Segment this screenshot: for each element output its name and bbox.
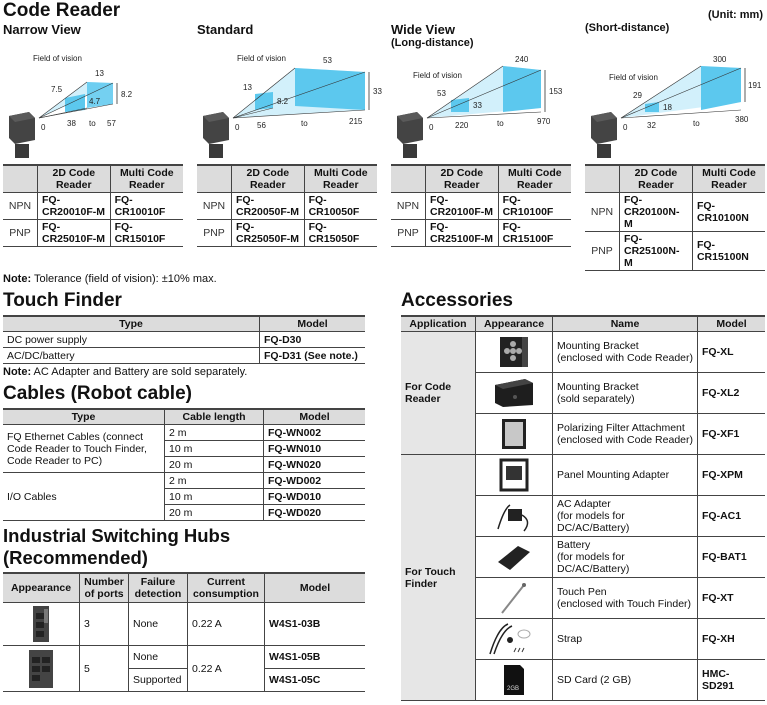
view-narrow	[3, 22, 194, 271]
model-2d: FQ-CR20050F-M	[232, 193, 305, 220]
item-name: AC Adapter	[557, 498, 611, 510]
code-reader-header	[0, 0, 767, 22]
fov-label: Field of vision	[413, 71, 462, 80]
name-cell	[553, 660, 698, 701]
appearance-cell	[476, 373, 553, 414]
item-sub: (enclosed with Touch Finder)	[557, 598, 692, 610]
table-row	[391, 193, 571, 220]
model-2d: FQ-CR25010F-M	[38, 220, 111, 247]
hub-failure: None	[129, 646, 188, 669]
header-2d: 2D Code Reader	[38, 165, 111, 193]
item-name: SD Card (2 GB)	[557, 674, 632, 686]
cable-length: 2 m	[165, 425, 264, 441]
model-cell: HMC-SD291	[698, 660, 766, 701]
item-name: Mounting Bracket	[557, 381, 639, 393]
code-reader-views	[0, 22, 767, 271]
hub-current: 0.22 A	[188, 646, 265, 692]
model-2d: FQ-CR20100F-M	[426, 193, 499, 220]
item-name: Strap	[557, 633, 583, 645]
note-label: Note:	[3, 273, 32, 285]
fov-diagram-svg	[3, 52, 193, 164]
header-model: Model	[698, 316, 766, 332]
header-2d: 2D Code Reader	[232, 165, 305, 193]
cable-model: FQ-WD010	[264, 489, 366, 505]
note-text: AC Adapter and Battery are sold separately.	[31, 366, 248, 378]
near-distance: 220	[455, 121, 469, 130]
hub-image-cell	[3, 646, 80, 692]
left-column	[3, 290, 368, 705]
model-multi: FQ-CR15100N	[692, 232, 765, 271]
header-model: Model	[264, 409, 366, 425]
model-multi: FQ-CR15100F	[498, 220, 571, 247]
model-2d: FQ-CR20100N-M	[620, 193, 693, 232]
header-blank	[3, 165, 38, 193]
model-2d: FQ-CR25050F-M	[232, 220, 305, 247]
header-current: Current consumption	[188, 573, 265, 603]
appearance-cell	[476, 414, 553, 455]
view-wide-long	[391, 22, 582, 271]
name-cell	[553, 619, 698, 660]
cable-model: FQ-WN020	[264, 457, 366, 473]
appearance-cell	[476, 660, 553, 701]
item-sub: (enclosed with Code Reader)	[557, 352, 693, 364]
appearance-cell	[476, 332, 553, 373]
cable-model: FQ-WN010	[264, 441, 366, 457]
origin-label: 0	[235, 123, 240, 132]
cable-length: 10 m	[165, 441, 264, 457]
ac-adapter-icon	[494, 499, 534, 533]
table-header-row	[3, 573, 365, 603]
header-2d: 2D Code Reader	[620, 165, 693, 193]
model-cell: FQ-XH	[698, 619, 766, 660]
output-type: PNP	[3, 220, 38, 247]
appearance-cell	[476, 496, 553, 537]
strap-icon	[484, 622, 544, 656]
view-title-wide: Wide View	[391, 22, 455, 37]
accessories-title: Accessories	[401, 290, 513, 311]
header-type: Type	[3, 316, 260, 332]
table-header-row	[391, 165, 571, 193]
header-length: Cable length	[165, 409, 264, 425]
model-cell: FQ-XL	[698, 332, 766, 373]
output-type: NPN	[391, 193, 426, 220]
to-label: to	[693, 119, 700, 128]
table-row	[197, 193, 377, 220]
header-model: Model	[265, 573, 366, 603]
hub-ports: 5	[80, 646, 129, 692]
cable-length: 20 m	[165, 505, 264, 521]
origin-label: 0	[623, 123, 628, 132]
fov-label: Field of vision	[609, 73, 658, 82]
model-cell: FQ-XF1	[698, 414, 766, 455]
table-row	[3, 603, 365, 646]
sd-card-label: 2GB	[507, 686, 520, 692]
output-type: NPN	[197, 193, 232, 220]
fov-diagram-standard	[197, 52, 387, 164]
header-ports: Number of ports	[80, 573, 129, 603]
header-name: Name	[553, 316, 698, 332]
mounting-bracket-2-icon	[491, 377, 537, 409]
hub-5port-icon	[27, 649, 55, 689]
header-type: Type	[3, 409, 165, 425]
far-distance: 215	[349, 117, 363, 126]
far-height: 33	[373, 87, 382, 96]
table-header-row	[3, 165, 183, 193]
near-height: 33	[473, 101, 482, 110]
accessories-section	[401, 290, 765, 701]
panel-adapter-icon	[498, 458, 530, 492]
hub-3port-icon	[31, 605, 51, 643]
cable-model: FQ-WN002	[264, 425, 366, 441]
view-title-narrow: Narrow View	[3, 22, 81, 37]
note-text: Tolerance (field of vision): ±10% max.	[31, 273, 217, 285]
type-cell: DC power supply	[3, 332, 260, 348]
origin-label: 0	[429, 123, 434, 132]
cable-length: 20 m	[165, 457, 264, 473]
hub-failure: None	[129, 603, 188, 646]
table-row	[585, 232, 765, 271]
right-column	[401, 290, 765, 705]
far-height: 8.2	[121, 90, 133, 99]
hub-model: W4S1-03B	[265, 603, 366, 646]
fov-diagram-narrow	[3, 52, 193, 164]
model-multi: FQ-CR15050F	[304, 220, 377, 247]
model-multi: FQ-CR10050F	[304, 193, 377, 220]
view-head	[197, 22, 388, 52]
fov-diagram-svg	[197, 52, 387, 164]
fov-diagram-wide-long	[391, 52, 581, 164]
model-multi: FQ-CR10010F	[110, 193, 183, 220]
near-height: 18	[663, 103, 672, 112]
view-head	[3, 22, 194, 52]
to-label: to	[301, 119, 308, 128]
near-width: 53	[437, 89, 446, 98]
near-width: 7.5	[51, 85, 63, 94]
model-cell: FQ-BAT1	[698, 537, 766, 578]
table-header-row	[197, 165, 377, 193]
table-row	[3, 332, 365, 348]
header-blank	[585, 165, 620, 193]
view-subtitle-long: (Long-distance)	[391, 37, 474, 49]
item-sub: (for models for DC/AC/Battery)	[557, 510, 630, 534]
name-cell	[553, 332, 698, 373]
item-sub: (for models for DC/AC/Battery)	[557, 551, 630, 575]
near-width: 13	[243, 83, 252, 92]
view-subtitle-standard	[197, 37, 388, 50]
fov-diagram-svg	[585, 52, 765, 164]
model-cell: FQ-AC1	[698, 496, 766, 537]
output-type: NPN	[585, 193, 620, 232]
item-sub: (sold separately)	[557, 393, 635, 405]
far-width: 13	[95, 69, 104, 78]
far-distance: 970	[537, 117, 551, 126]
cable-length: 10 m	[165, 489, 264, 505]
header-multi: Multi Code Reader	[692, 165, 765, 193]
name-cell	[553, 414, 698, 455]
appearance-cell	[476, 619, 553, 660]
far-distance: 380	[735, 115, 749, 124]
hub-model: W4S1-05C	[265, 669, 366, 692]
near-height: 4.7	[89, 97, 101, 106]
table-row	[391, 220, 571, 247]
view-head	[585, 22, 765, 52]
header-multi: Multi Code Reader	[304, 165, 377, 193]
cables-title: Cables (Robot cable)	[3, 383, 192, 404]
model-cell: FQ-XPM	[698, 455, 766, 496]
name-cell	[553, 496, 698, 537]
unit-label: (Unit: mm)	[708, 9, 763, 21]
header-failure: Failure detection	[129, 573, 188, 603]
touch-finder-note	[3, 366, 368, 379]
cable-type: FQ Ethernet Cables (connect Code Reader to Touch Finder, Code Reader to PC)	[3, 425, 165, 473]
to-label: to	[89, 119, 96, 128]
near-width: 29	[633, 91, 642, 100]
polarizing-filter-icon	[499, 417, 529, 451]
fov-label: Field of vision	[237, 54, 286, 63]
hub-current: 0.22 A	[188, 603, 265, 646]
code-table-standard	[197, 164, 377, 247]
note-label: Note:	[3, 366, 32, 378]
name-cell	[553, 455, 698, 496]
header-appearance: Appearance	[476, 316, 553, 332]
header-application: Application	[401, 316, 476, 332]
touch-finder-section	[3, 290, 368, 379]
model-cell: FQ-XT	[698, 578, 766, 619]
code-reader-device-icon	[203, 112, 229, 158]
hub-image-cell	[3, 603, 80, 646]
code-table-wide-short	[585, 164, 765, 271]
table-row	[3, 425, 365, 441]
application-cell: For Touch Finder	[401, 455, 476, 701]
model-multi: FQ-CR10100N	[692, 193, 765, 232]
view-standard	[197, 22, 388, 271]
table-row	[3, 348, 365, 364]
near-distance: 56	[257, 121, 266, 130]
to-label: to	[497, 119, 504, 128]
table-row	[197, 220, 377, 247]
view-subtitle-short: (Short-distance)	[585, 22, 670, 34]
cable-model: FQ-WD020	[264, 505, 366, 521]
table-row	[401, 455, 765, 496]
item-name: Touch Pen	[557, 586, 607, 598]
model-multi: FQ-CR15010F	[110, 220, 183, 247]
far-width: 240	[515, 55, 529, 64]
cable-model: FQ-WD002	[264, 473, 366, 489]
code-reader-device-icon	[591, 112, 617, 158]
appearance-cell	[476, 537, 553, 578]
touch-finder-title: Touch Finder	[3, 290, 122, 311]
appearance-cell	[476, 578, 553, 619]
model-cell: FQ-XL2	[698, 373, 766, 414]
far-height: 191	[748, 81, 762, 90]
fov-diagram-wide-short	[585, 52, 765, 164]
far-width: 300	[713, 55, 727, 64]
far-distance: 57	[107, 119, 116, 128]
table-row	[3, 193, 183, 220]
header-model: Model	[260, 316, 366, 332]
code-table-narrow	[3, 164, 183, 247]
output-type: PNP	[391, 220, 426, 247]
touch-pen-icon	[494, 581, 534, 615]
item-name: Polarizing Filter Attachment	[557, 422, 685, 434]
header-2d: 2D Code Reader	[426, 165, 499, 193]
view-head	[391, 22, 582, 52]
lower-area	[0, 290, 767, 705]
item-name: Panel Mounting Adapter	[557, 469, 670, 481]
fov-diagram-svg	[391, 52, 581, 164]
model-multi: FQ-CR10100F	[498, 193, 571, 220]
header-blank	[197, 165, 232, 193]
hub-model: W4S1-05B	[265, 646, 366, 669]
view-wide-short	[585, 22, 765, 271]
touch-finder-table	[3, 315, 365, 364]
name-cell	[553, 537, 698, 578]
header-blank	[391, 165, 426, 193]
output-type: NPN	[3, 193, 38, 220]
table-row	[3, 473, 365, 489]
hubs-title: Industrial Switching Hubs (Recommended)	[3, 525, 231, 568]
code-reader-note	[0, 273, 767, 286]
code-table-wide-long	[391, 164, 571, 247]
table-row	[585, 193, 765, 232]
near-distance: 32	[647, 121, 656, 130]
near-height: 8.2	[277, 97, 289, 106]
header-appearance: Appearance	[3, 573, 80, 603]
origin-label: 0	[41, 123, 46, 132]
battery-icon	[494, 542, 534, 572]
output-type: PNP	[585, 232, 620, 271]
header-multi: Multi Code Reader	[110, 165, 183, 193]
code-reader-device-icon	[9, 112, 35, 158]
hubs-section	[3, 525, 368, 692]
fov-label: Field of vision	[33, 54, 82, 63]
model-2d: FQ-CR20010F-M	[38, 193, 111, 220]
table-header-row	[401, 316, 765, 332]
code-reader-device-icon	[397, 112, 423, 158]
item-name: Battery	[557, 539, 591, 551]
cable-length: 2 m	[165, 473, 264, 489]
cables-table	[3, 408, 365, 521]
view-title-standard: Standard	[197, 22, 254, 37]
table-header-row	[585, 165, 765, 193]
name-cell	[553, 578, 698, 619]
table-header-row	[3, 409, 365, 425]
far-height: 153	[549, 87, 563, 96]
hub-failure: Supported	[129, 669, 188, 692]
accessories-table	[401, 315, 765, 701]
output-type: PNP	[197, 220, 232, 247]
table-row	[3, 646, 365, 669]
hubs-table	[3, 572, 365, 692]
mounting-bracket-icon	[496, 335, 532, 369]
table-row	[401, 332, 765, 373]
model-cell: FQ-D31 (See note.)	[260, 348, 366, 364]
application-cell: For Code Reader	[401, 332, 476, 455]
cable-type: I/O Cables	[3, 473, 165, 521]
model-cell: FQ-D30	[260, 332, 366, 348]
item-name: Mounting Bracket	[557, 340, 639, 352]
header-multi: Multi Code Reader	[498, 165, 571, 193]
sd-card-icon	[502, 663, 526, 697]
item-sub: (enclosed with Code Reader)	[557, 434, 693, 446]
name-cell	[553, 373, 698, 414]
cables-section	[3, 383, 368, 521]
model-2d: FQ-CR25100F-M	[426, 220, 499, 247]
table-header-row	[3, 316, 365, 332]
view-subtitle-narrow	[3, 37, 194, 50]
type-cell: AC/DC/battery	[3, 348, 260, 364]
near-distance: 38	[67, 119, 76, 128]
model-2d: FQ-CR25100N-M	[620, 232, 693, 271]
hub-ports: 3	[80, 603, 129, 646]
far-width: 53	[323, 56, 332, 65]
appearance-cell	[476, 455, 553, 496]
code-reader-title: Code Reader	[3, 0, 121, 21]
table-row	[3, 220, 183, 247]
